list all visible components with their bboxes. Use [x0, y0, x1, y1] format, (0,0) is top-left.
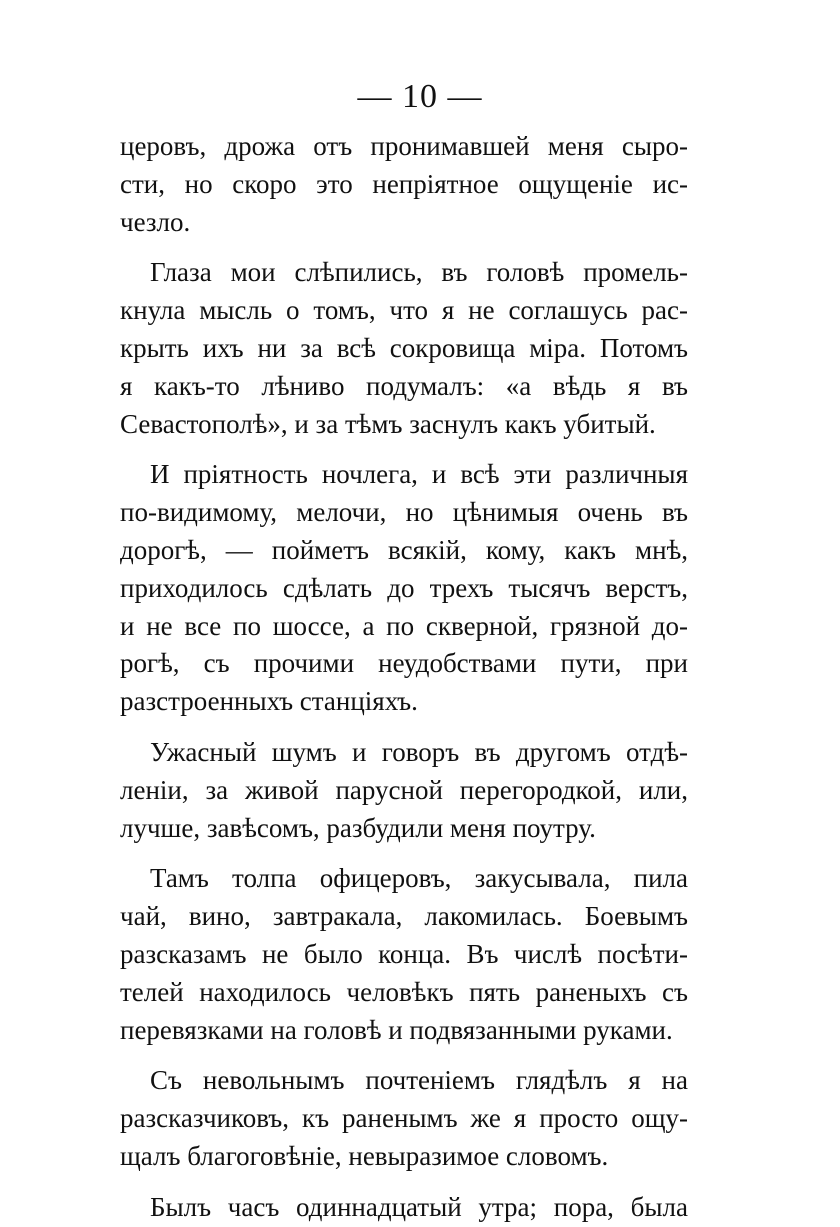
- text-line: приходилось сдѣлать до трехъ тысячъ верстъ,: [120, 572, 688, 603]
- text-line: Съ невольнымъ почтеніемъ глядѣлъ я на: [150, 1065, 688, 1096]
- text-line: чезло.: [120, 206, 191, 237]
- text-line: Глаза мои слѣпились, въ головѣ промель-: [150, 257, 688, 288]
- text-line: по-видимому, мелочи, но цѣнимыя очень въ: [120, 497, 688, 528]
- text-line: крыть ихъ ни за всѣ сокровища міра. Потомъ: [120, 332, 688, 363]
- paragraph: [120, 254, 688, 443]
- text-line: разсказамъ не было конца. Въ числѣ посѣти-: [120, 938, 688, 969]
- paragraph-gap: [120, 1176, 688, 1189]
- text-line: чай, вино, завтракала, лакомилась. Боевымъ: [120, 901, 688, 932]
- text-line: телей находилось человѣкъ пять раненыхъ съ: [120, 976, 688, 1007]
- text-line: я какъ-то лѣниво подумалъ: «а вѣдь я въ: [120, 370, 688, 401]
- text-line: И пріятность ночлега, и всѣ эти различныя: [150, 459, 688, 490]
- page-number: — 10 —: [357, 78, 483, 115]
- paragraph: [120, 128, 688, 241]
- text-line: сти, но скоро это непріятное ощущеніе ис-: [120, 168, 688, 199]
- paragraph: [120, 734, 688, 847]
- text-line: Тамъ толпа офицеровъ, закусывала, пила: [150, 863, 688, 894]
- text-line: Ужасный шумъ и говоръ въ другомъ отдѣ-: [150, 736, 688, 767]
- text-line: кнула мысль о томъ, что я не соглашусь рас-: [120, 295, 688, 326]
- paragraph: [120, 1189, 688, 1227]
- paragraph-gap: [120, 1049, 688, 1062]
- paragraph-gap: [120, 847, 688, 860]
- text-line: лучше, завѣсомъ, разбудили меня поутру.: [120, 812, 596, 843]
- paragraph-gap: [120, 241, 688, 254]
- text-line: дорогѣ, — пойметъ всякій, кому, какъ мнѣ,: [120, 534, 688, 565]
- paragraph: [120, 456, 688, 721]
- text-line: Былъ часъ одиннадцатый утра; пора, была: [150, 1191, 688, 1222]
- paragraph-gap: [120, 443, 688, 456]
- text-line: церовъ, дрожа отъ пронимавшей меня сыро-: [120, 131, 688, 161]
- text-line: Севастополѣ», и за тѣмъ заснулъ какъ убитый.: [120, 408, 656, 439]
- paragraph-gap: [120, 721, 688, 734]
- text-line: щалъ благоговѣніе, невыразимое словомъ.: [120, 1140, 609, 1171]
- text-line: леніи, за живой парусной перегородкой, или,: [120, 774, 688, 805]
- text-line: перевязками на головѣ и подвязанными руками.: [120, 1014, 673, 1045]
- body-text: [120, 128, 688, 1227]
- text-line: разсказчиковъ, къ раненымъ же я просто ощу-: [120, 1103, 688, 1134]
- paragraph: [120, 1062, 688, 1175]
- text-line: рогѣ, съ прочими неудобствами пути, при: [120, 648, 688, 679]
- text-line: и не все по шоссе, а по скверной, грязной до-: [120, 610, 688, 641]
- text-line: разстроенныхъ станціяхъ.: [120, 686, 418, 717]
- paragraph: [120, 860, 688, 1049]
